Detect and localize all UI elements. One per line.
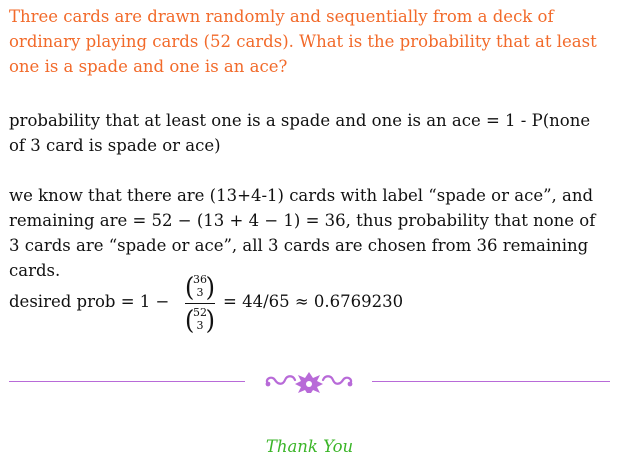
binomial-fraction [183,272,217,336]
closing-text: Thank You [265,437,354,456]
denominator-k: 3 [196,319,204,332]
denominator-binomial: ( 52 3 ) [185,304,215,336]
question-text: Three cards are drawn randomly and sequentially from a deck of ordinary playing cards (52 cards). What is the probability that at least one is a spade and one is an ace? [9,7,597,76]
answer-body: we know that there are (13+4-1) cards with label “spade or ace”, and remaining are = 52 − (13 + 4 − 1) = 36, thus probability that none of 3 cards are “spade or ace”, all 3 cards are chosen from 36 remaining cards. [9,186,596,280]
numerator-k: 3 [196,286,204,299]
ornament-flourish-icon [262,369,356,393]
divider-right [372,381,610,382]
numerator-binomial: ( 36 3 ) [185,271,215,303]
denominator-n: 52 [193,306,207,319]
answer-intro: probability that at least one is a spade and one is an ace = 1 - P(none of 3 card is spade or ace) [9,111,591,155]
formula-prefix: desired prob = 1 − [9,292,170,311]
formula-line [9,272,611,338]
numerator-n: 36 [193,273,207,286]
divider-left [9,381,245,382]
formula-suffix: = 44/65 ≈ 0.6769230 [223,292,404,311]
